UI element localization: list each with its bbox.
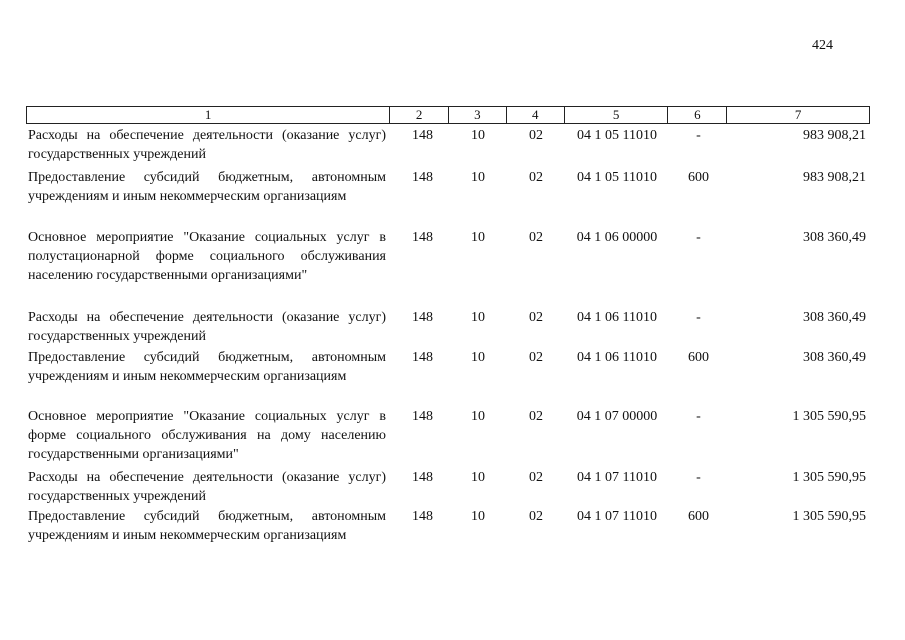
table-header (26, 106, 870, 124)
row-code-5: 04 1 07 11010 (577, 470, 657, 485)
header-col-1: 1 (27, 107, 390, 123)
row-code-6: - (696, 128, 701, 143)
row-amount: 308 360,49 (803, 230, 866, 245)
row-description: Расходы на обеспечение деятельности (оказание услуг) государственных учреждений (28, 470, 386, 504)
row-code-6: 600 (688, 509, 709, 524)
row-description: Предоставление субсидий бюджетным, автономным учреждениям и иным некоммерческим организациям (28, 170, 386, 204)
row-code-2: 148 (412, 409, 433, 424)
row-amount: 983 908,21 (803, 128, 866, 143)
row-code-5: 04 1 06 00000 (576, 230, 658, 245)
page-number: 424 (812, 38, 833, 53)
table-row (26, 407, 870, 464)
row-code-6: 600 (688, 350, 709, 365)
table-row (26, 308, 870, 346)
row-amount: 1 305 590,95 (792, 509, 866, 524)
row-code-5: 04 1 06 11010 (577, 350, 657, 365)
row-code-3: 10 (471, 128, 485, 143)
row-code-3: 10 (471, 350, 485, 365)
row-code-2: 148 (412, 128, 433, 143)
row-amount: 983 908,21 (803, 170, 866, 185)
row-amount: 308 360,49 (803, 310, 866, 325)
row-code-6: 600 (688, 170, 709, 185)
row-code-3: 10 (471, 230, 485, 245)
row-code-2: 148 (412, 170, 433, 185)
row-code-5: 04 1 07 11010 (577, 509, 657, 524)
row-amount: 1 305 590,95 (792, 409, 866, 424)
row-code-4: 02 (529, 350, 543, 365)
row-code-2: 148 (412, 470, 433, 485)
row-code-6: - (696, 409, 701, 424)
row-code-5: 04 1 07 00000 (576, 409, 658, 424)
row-code-5: 04 1 05 11010 (577, 170, 657, 185)
row-code-3: 10 (471, 470, 485, 485)
row-code-5: 04 1 06 11010 (577, 310, 657, 325)
row-code-6: - (696, 310, 701, 325)
row-code-4: 02 (529, 509, 543, 524)
row-description: Расходы на обеспечение деятельности (оказание услуг) государственных учреждений (28, 310, 386, 344)
header-col-2: 2 (390, 107, 449, 123)
header-col-5: 5 (565, 107, 669, 123)
row-code-3: 10 (471, 170, 485, 185)
row-code-2: 148 (412, 350, 433, 365)
table-row (26, 507, 870, 545)
row-description: Основное мероприятие "Оказание социальных услуг в полустационарной форме социального обслуживания населению государственными организациями" (28, 230, 386, 283)
row-code-4: 02 (529, 409, 543, 424)
row-code-3: 10 (471, 509, 485, 524)
table-row (26, 468, 870, 506)
header-col-7: 7 (794, 107, 802, 122)
row-code-4: 02 (529, 230, 543, 245)
row-code-3: 10 (471, 409, 485, 424)
row-code-6: - (696, 470, 701, 485)
row-code-4: 02 (529, 310, 543, 325)
table-row (26, 228, 870, 285)
row-amount: 308 360,49 (803, 350, 866, 365)
row-description: Основное мероприятие "Оказание социальных услуг в форме социального обслуживания на дому населению государственными организациями" (28, 409, 386, 462)
row-description: Расходы на обеспечение деятельности (оказание услуг) государственных учреждений (28, 128, 386, 162)
header-col-6: 6 (668, 107, 727, 123)
row-code-3: 10 (471, 310, 485, 325)
row-code-5: 04 1 05 11010 (577, 128, 657, 143)
table-row (26, 126, 870, 164)
row-code-2: 148 (412, 310, 433, 325)
header-col-4: 4 (507, 107, 565, 123)
row-code-4: 02 (529, 170, 543, 185)
table-row (26, 348, 870, 386)
row-description: Предоставление субсидий бюджетным, автономным учреждениям и иным некоммерческим организациям (28, 509, 386, 543)
row-description: Предоставление субсидий бюджетным, автономным учреждениям и иным некоммерческим организациям (28, 350, 386, 384)
row-code-2: 148 (412, 509, 433, 524)
row-code-6: - (696, 230, 701, 245)
table-row (26, 168, 870, 206)
row-amount: 1 305 590,95 (792, 470, 866, 485)
header-col-3: 3 (449, 107, 507, 123)
row-code-4: 02 (529, 128, 543, 143)
row-code-4: 02 (529, 470, 543, 485)
row-code-2: 148 (412, 230, 433, 245)
